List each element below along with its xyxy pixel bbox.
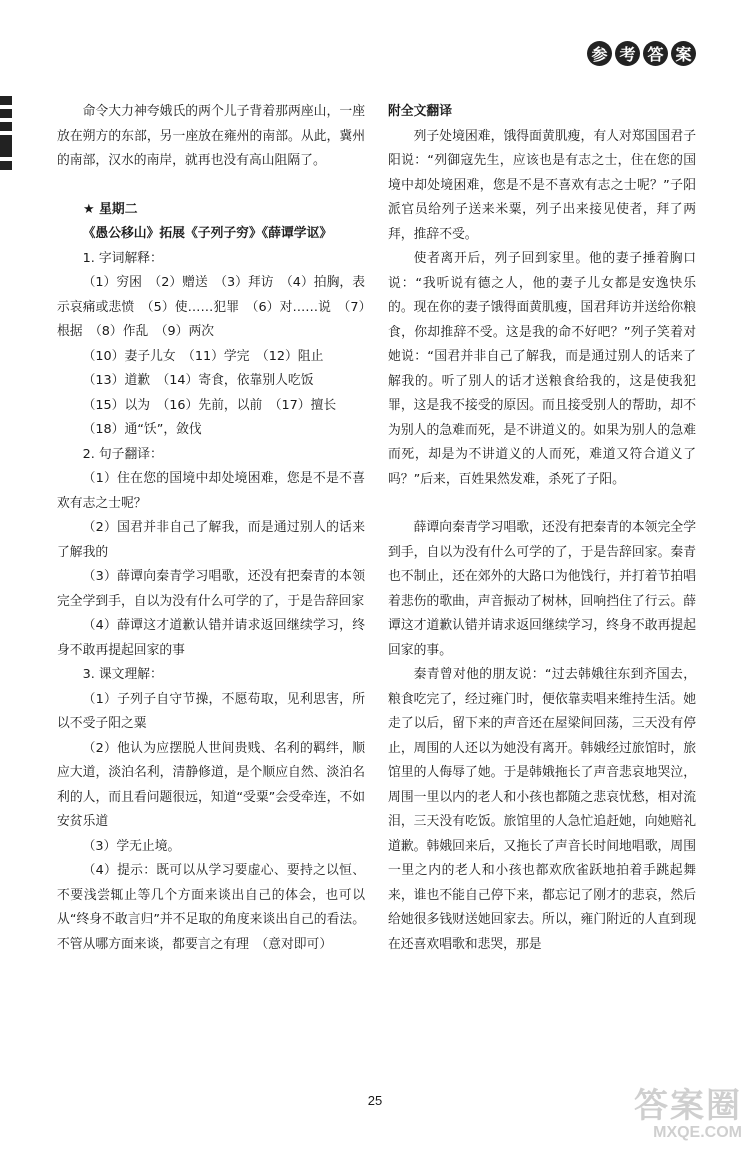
translation-heading: 附全文翻译 — [388, 104, 452, 119]
translation-paragraph: 秦青曾对他的朋友说：“过去韩娥往东到齐国去，粮食吃完了，经过雍门时，便依靠卖唱来维持生活。她走了以后，留下来的声音还在屋梁间回荡，三天没有停止，周围的人还以为她没有离开。韩娥经过旅馆时，旅馆里的人侮辱了她。于是韩娥拖长了声音悲哀地哭泣，周围一里以内的老人和小孩也都随之悲哀忧愁，相对流泪，三天没有吃饭。旅馆里的人急忙追赶她，向她赔礼道歉。韩娥回来后，又拖长了声音长时间地唱歌，周围一里之内的老人和小孩也都欢欣雀跃地拍着手跳起舞来，谁也不能自己停下来，都忘记了刚才的悲哀，然后给她很多钱财送她回家去。所以，雍门附近的人直到现在还喜欢唱歌和悲哭，那是 — [388, 667, 696, 952]
answer-line: （10）妻子儿女 （11）学完 （12）阻止 — [82, 348, 324, 364]
answer-line: （18）通“饫”，敛伐 — [82, 422, 202, 437]
watermark-logo — [602, 1088, 742, 1148]
answer-line: （1）穷困 （2）赠送 （3）拜访 （4）拍胸，表示哀痛或悲愤 （5）使……犯罪 （6）对……说 （7）根据 （8）作乱 （9）两次 — [57, 275, 365, 339]
badge-char: 参 — [587, 41, 612, 66]
badge-char: 案 — [671, 41, 696, 66]
left-column — [57, 100, 365, 957]
watermark-text: 答案圈 — [634, 1086, 742, 1126]
intro-paragraph: 命令大力神夸娥氏的两个儿子背着那两座山，一座放在朔方的东部，另一座放在雍州的南部。从此，冀州的南部，汉水的南岸，就再也没有高山阻隔了。 — [57, 104, 365, 168]
answer-line: （13）道歉 （14）寄食，依靠别人吃饭 — [82, 373, 314, 388]
translation-paragraph: 列子处境困难，饿得面黄肌瘦，有人对郑国国君子阳说：“列御寇先生，应该也是有志之士，住在您的国境中却处境困难，您是不是不喜欢有志之士呢？”子阳派官员给列子送来米粟，列子出来接见使者，拜了两拜，推辞不受。 — [388, 128, 696, 242]
page-number: 25 — [367, 1093, 383, 1108]
answer-item: （1）住在您的国境中却处境困难，您是不是不喜欢有志之士呢？ — [57, 471, 365, 511]
question-1-title: 1. 字词解释： — [82, 250, 163, 266]
question-2-title: 2. 句子翻译： — [82, 446, 163, 462]
question-3-title: 3. 课文理解： — [82, 667, 163, 682]
section-title: 星期二 — [99, 201, 138, 217]
lesson-subtitle: 《愚公移山》拓展《子列子穷》《薛谭学讴》 — [82, 226, 333, 241]
answer-item: （2）他认为应摆脱人世间贵贱、名利的羁绊，顺应大道，淡泊名利，清静修道，是个顺应自然、淡泊名利的人，而且看问题很远，知道“受粟”会受牵连，不如安贫乐道 — [57, 740, 365, 829]
section-heading — [83, 198, 365, 223]
answer-key-badges — [587, 41, 696, 66]
watermark-url: MXQE.COM — [653, 1124, 742, 1141]
badge-char: 考 — [615, 41, 640, 66]
star-icon: ★ — [83, 201, 95, 217]
translation-paragraph: 薛谭向秦青学习唱歌，还没有把秦青的本领完全学到手，自以为没有什么可学的了，于是告辞回家。秦青也不制止，还在郊外的大路口为他饯行，并打着节拍唱着悲伤的歌曲，声音振动了树林，回响挡住了行云。薛谭这才道歉认错并请求返回继续学习，终身不敢再提起回家的事。 — [388, 520, 696, 658]
right-column — [388, 100, 696, 957]
translation-paragraph: 使者离开后，列子回到家里。他的妻子捶着胸口说：“我听说有德之人，他的妻子儿女都是安逸快乐的。现在你的妻子饿得面黄肌瘦，国君拜访并送给你粮食，你却推辞不受。这是我的命不好吧？”列子笑着对她说：“国君并非自己了解我，而是通过别人的话来了解我的。听了别人的话才送粮食给我的，这是使我犯罪，这是我不接受的原因。而且接受别人的帮助，却不为别人的急难而死，是不讲道义的。如果为别人的急难而死，却是为不讲道义的人而死，难道又符合道义了吗？”后来，百姓果然发难，杀死了子阳。 — [388, 251, 696, 487]
answer-item: （2）国君并非自己了解我，而是通过别人的话来了解我的 — [57, 520, 365, 560]
answer-item: （4）提示：既可以从学习要虚心、要持之以恒、不要浅尝辄止等几个方面来谈出自己的体会，也可以从“终身不敢言归”并不足取的角度来谈出自己的看法。不管从哪方面来谈，都要言之有理 （意对即可） — [57, 863, 365, 952]
page-edge-mark — [0, 96, 14, 186]
answer-item: （4）薛谭这才道歉认错并请求返回继续学习，终身不敢再提起回家的事 — [57, 618, 365, 658]
answer-line: （15）以为 （16）先前，以前 （17）擅长 — [82, 397, 337, 413]
answer-item: （3）学无止境。 — [82, 838, 181, 854]
answer-item: （1）子列子自守节操，不愿苟取，见利思害，所以不受子阳之粟 — [57, 691, 365, 731]
answer-item: （3）薛谭向秦青学习唱歌，还没有把秦青的本领完全学到手，自以为没有什么可学的了，于是告辞回家 — [57, 569, 365, 609]
badge-char: 答 — [643, 41, 668, 66]
